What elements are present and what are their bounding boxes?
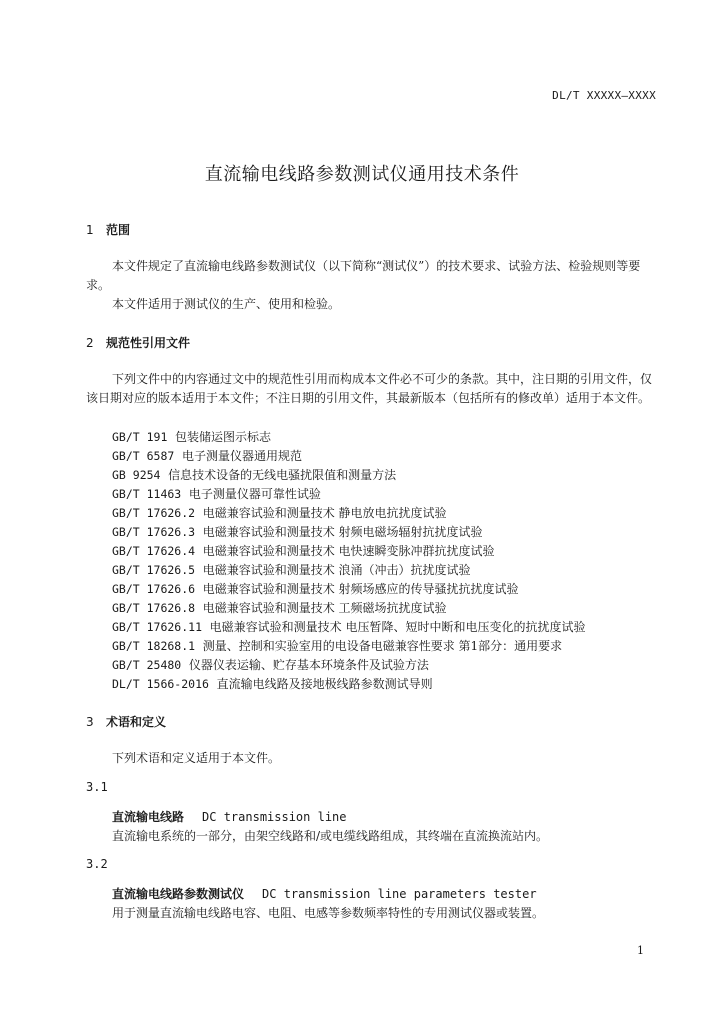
reference-item xyxy=(112,637,562,654)
reference-item xyxy=(112,447,302,464)
page-number: 1 xyxy=(637,944,644,957)
reference-title: 电磁兼容试验和测量技术 射频电磁场辐射抗扰度试验 xyxy=(202,525,483,539)
section-title: 范围 xyxy=(106,223,131,237)
normative-intro: 下列文件中的内容通过文中的规范性引用而构成本文件必不可少的条款。其中，注日期的引用文件，仅该日期对应的版本适用于本文件；不注日期的引用文件，其最新版本（包括所有的修改单）适用于本文件。 xyxy=(86,372,653,405)
reference-code: GB/T 191 xyxy=(112,430,168,444)
reference-code: GB/T 25480 xyxy=(112,658,182,672)
reference-item xyxy=(112,542,495,559)
reference-item xyxy=(112,561,471,578)
reference-spacer xyxy=(167,430,175,444)
reference-code: GB/T 17626.8 xyxy=(112,601,196,615)
reference-code: GB/T 17626.11 xyxy=(112,620,203,634)
reference-spacer xyxy=(181,658,189,672)
term-number: 3.2 xyxy=(86,857,108,871)
section-title: 规范性引用文件 xyxy=(106,336,191,350)
reference-spacer xyxy=(195,563,203,577)
reference-title: 测量、控制和实验室用的电设备电磁兼容性要求 第1部分：通用要求 xyxy=(202,639,563,653)
reference-code: GB/T 17626.3 xyxy=(112,525,196,539)
reference-code: GB/T 17626.6 xyxy=(112,582,196,596)
term-definition: 用于测量直流输电线路电容、电阻、电感等参数频率特性的专用测试仪器或装置。 xyxy=(112,906,545,920)
reference-title: 电磁兼容试验和测量技术 射频场感应的传导骚扰抗扰度试验 xyxy=(202,582,519,596)
term-definition: 直流输电系统的一部分，由架空线路和/或电缆线路组成，其终端在直流换流站内。 xyxy=(112,829,549,843)
reference-title: 电子测量仪器通用规范 xyxy=(181,449,302,463)
reference-code: GB/T 18268.1 xyxy=(112,639,196,653)
reference-spacer xyxy=(202,620,210,634)
section-number: 3 xyxy=(86,715,94,729)
reference-item xyxy=(112,466,396,483)
term-number: 3.1 xyxy=(86,780,108,794)
reference-spacer xyxy=(195,601,203,615)
term-heading xyxy=(112,885,537,902)
reference-item xyxy=(112,599,447,616)
document-number: DL/T XXXXX—XXXX xyxy=(552,89,656,102)
reference-item xyxy=(112,523,483,540)
term-chinese: 直流输电线路 xyxy=(112,810,185,824)
scope-paragraph-2: 本文件适用于测试仪的生产、使用和检验。 xyxy=(112,297,341,311)
reference-spacer xyxy=(160,468,168,482)
reference-title: 直流输电线路及接地极线路参数测试导则 xyxy=(216,677,433,691)
reference-title: 电磁兼容试验和测量技术 电压暂降、短时中断和电压变化的抗扰度试验 xyxy=(209,620,586,634)
reference-spacer xyxy=(209,677,217,691)
reference-title: 包装储运图示标志 xyxy=(175,430,272,444)
reference-spacer xyxy=(174,449,182,463)
reference-item xyxy=(112,656,429,673)
reference-spacer xyxy=(195,582,203,596)
reference-spacer xyxy=(195,639,203,653)
reference-title: 电子测量仪器可靠性试验 xyxy=(188,487,321,501)
reference-title: 仪器仪表运输、贮存基本环境条件及试验方法 xyxy=(188,658,429,672)
reference-code: GB/T 17626.2 xyxy=(112,506,196,520)
reference-code: GB 9254 xyxy=(112,468,161,482)
reference-title: 电磁兼容试验和测量技术 工频磁场抗扰度试验 xyxy=(202,601,447,615)
term-heading xyxy=(112,808,347,825)
term-english: DC transmission line xyxy=(202,810,347,824)
term-chinese: 直流输电线路参数测试仪 xyxy=(112,887,245,901)
section-number: 2 xyxy=(86,336,94,350)
reference-spacer xyxy=(195,506,203,520)
section-title: 术语和定义 xyxy=(106,715,167,729)
section-heading-2 xyxy=(86,334,190,351)
reference-title: 信息技术设备的无线电骚扰限值和测量方法 xyxy=(168,468,397,482)
reference-item xyxy=(112,618,585,635)
reference-title: 电磁兼容试验和测量技术 浪涌（冲击）抗扰度试验 xyxy=(202,563,471,577)
reference-item xyxy=(112,485,321,502)
section-number: 1 xyxy=(86,223,94,237)
reference-item xyxy=(112,504,447,521)
reference-code: DL/T 1566-2016 xyxy=(112,677,209,691)
reference-item xyxy=(112,428,271,445)
reference-code: GB/T 11463 xyxy=(112,487,182,501)
reference-item xyxy=(112,675,433,692)
reference-spacer xyxy=(195,544,203,558)
reference-title: 电磁兼容试验和测量技术 电快速瞬变脉冲群抗扰度试验 xyxy=(202,544,495,558)
reference-title: 电磁兼容试验和测量技术 静电放电抗扰度试验 xyxy=(202,506,447,520)
reference-code: GB/T 17626.4 xyxy=(112,544,196,558)
terms-intro: 下列术语和定义适用于本文件。 xyxy=(112,751,281,765)
reference-code: GB/T 17626.5 xyxy=(112,563,196,577)
term-english: DC transmission line parameters tester xyxy=(262,887,537,901)
scope-paragraph-1: 本文件规定了直流输电线路参数测试仪（以下简称“测试仪”）的技术要求、试验方法、检验规则等要求。 xyxy=(86,259,641,292)
document-title: 直流输电线路参数测试仪通用技术条件 xyxy=(204,164,520,185)
section-heading-3 xyxy=(86,713,166,730)
reference-spacer xyxy=(181,487,189,501)
reference-spacer xyxy=(195,525,203,539)
section-heading-1 xyxy=(86,221,130,238)
reference-code: GB/T 6587 xyxy=(112,449,175,463)
reference-item xyxy=(112,580,519,597)
